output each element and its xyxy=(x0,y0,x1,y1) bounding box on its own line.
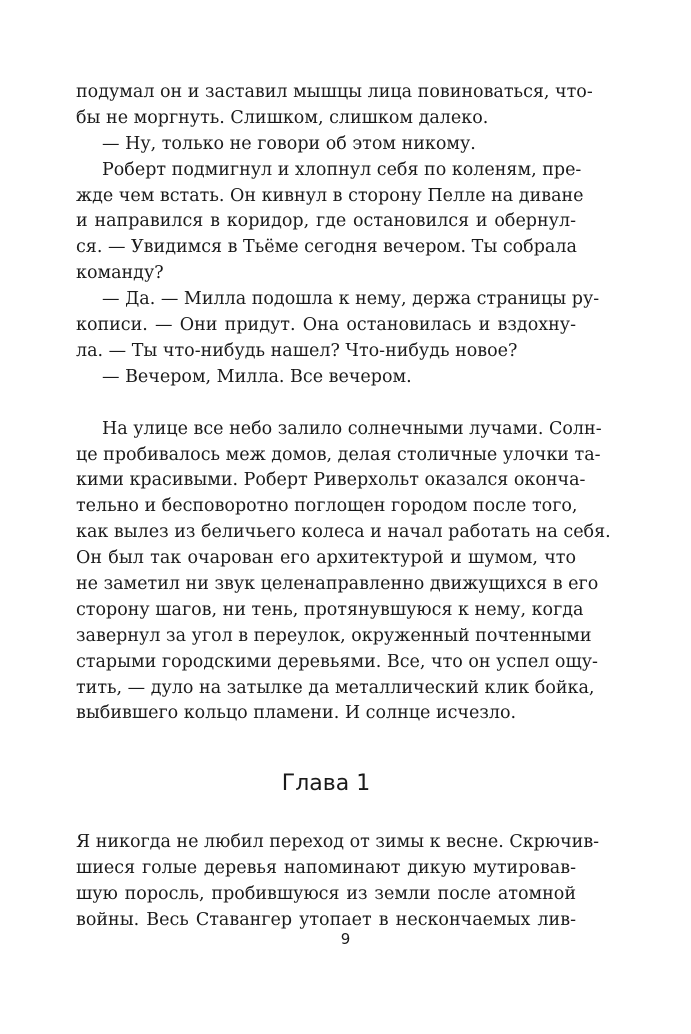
text-line: шую поросль, пробившуюся из земли после атомной xyxy=(76,884,576,905)
text-line: — Да. — Милла подошла к нему, держа страницы ру- xyxy=(102,289,600,310)
page-number: 9 xyxy=(340,930,351,948)
text-line: как вылез из беличьего колеса и начал работать на себя. xyxy=(76,522,611,543)
paragraph xyxy=(76,417,611,728)
text-line: не заметил ни звук целенаправленно движущихся в его xyxy=(76,574,599,595)
text-line: Он был так очарован его архитектурой и шумом, что xyxy=(76,548,576,569)
paragraph xyxy=(76,132,576,158)
text-line: На улице все небо залило солнечными лучами. Солн- xyxy=(102,418,602,439)
text-line: кописи. — Они придут. Она остановилась и вздохну- xyxy=(76,315,576,336)
text-line: жде чем встать. Он кивнул в сторону Пелле на диване xyxy=(76,185,584,206)
text-line: и направился в коридор, где остановился и обернул- xyxy=(76,211,576,232)
text-line: тить, — дуло на затылке да металлический клик бойка, xyxy=(76,677,595,698)
text-line: Я никогда не любил переход от зимы к весне. Скрючив- xyxy=(76,832,600,853)
text-line: — Ну, только не говори об этом никому. xyxy=(102,133,476,154)
text-line: тельно и бесповоротно поглощен городом после того, xyxy=(76,496,578,517)
text-line: ла. — Ты что-нибудь нашел? Что-нибудь новое? xyxy=(76,340,518,361)
text-line: — Вечером, Милла. Все вечером. xyxy=(102,366,412,387)
paragraph xyxy=(76,80,593,132)
text-line: команду? xyxy=(76,263,164,284)
paragraph xyxy=(76,287,600,365)
text-line: ся. — Увидимся в Тьёме сегодня вечером. Ты собрала xyxy=(76,237,577,258)
chapter-body-section xyxy=(76,830,600,934)
book-page xyxy=(76,80,611,934)
text-line: подумал он и заставил мышцы лица повиноваться, что- xyxy=(76,82,593,102)
paragraph xyxy=(76,365,576,391)
scene-street-section xyxy=(76,417,611,728)
scene-dialogue-section xyxy=(76,80,600,391)
text-line: Роберт подмигнул и хлопнул себя по коленям, пре- xyxy=(102,159,582,180)
paragraph xyxy=(76,158,584,287)
text-line: сторону шагов, ни тень, протянувшуюся к нему, когда xyxy=(76,599,584,620)
text-line: выбившего кольцо пламени. И солнце исчезло. xyxy=(76,703,517,724)
text-line: войны. Весь Ставангер утопает в нескончаемых лив- xyxy=(76,910,576,931)
text-line: це пробивалось меж домов, делая столичные улочки та- xyxy=(76,444,601,465)
chapter-title: Глава 1 xyxy=(281,771,371,797)
scene-break xyxy=(76,391,576,417)
paragraph xyxy=(76,830,600,934)
text-line: бы не моргнуть. Слишком, слишком далеко. xyxy=(76,107,489,128)
text-line: шиеся голые деревья напоминают дикую мутировав- xyxy=(76,858,576,879)
text-line: кими красивыми. Роберт Риверхольт оказался оконча- xyxy=(76,470,586,491)
text-line: старыми городскими деревьями. Все, что он успел ощу- xyxy=(76,651,598,672)
text-line: завернул за угол в переулок, окруженный почтенными xyxy=(76,625,592,646)
